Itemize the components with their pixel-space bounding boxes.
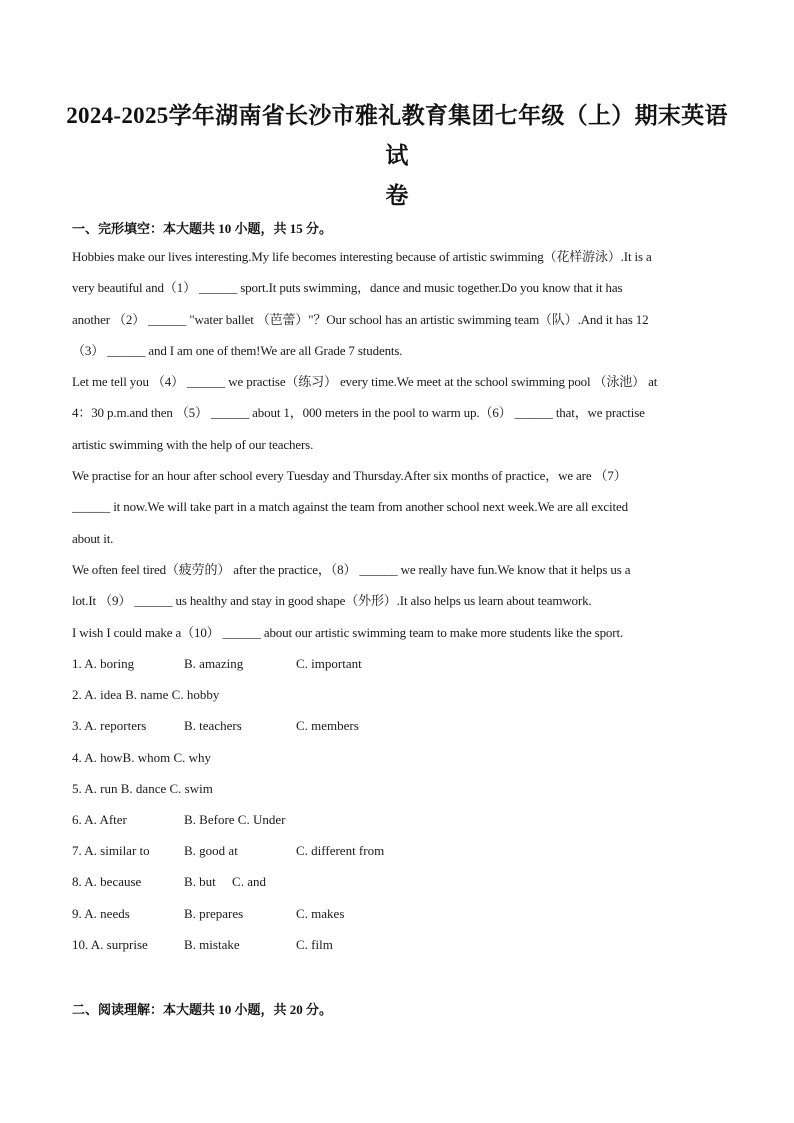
option-b: B. but C. and	[184, 874, 266, 890]
option-a: 2. A. idea B. name C. hobby	[72, 687, 220, 703]
option-b: B. teachers	[184, 718, 242, 734]
option-a: 9. A. needs	[72, 905, 130, 921]
passage-line: We practise for an hour after school every Tuesday and Thursday.After six months of practice，we are （7）	[72, 468, 627, 484]
option-c: C. members	[296, 718, 359, 734]
passage-line: 4：30 p.m.and then （5） ______ about 1，000 meters in the pool to warm up.（6） ______ that，we practise	[72, 405, 645, 421]
option-a: 1. A. boring	[72, 656, 135, 671]
passage-line: Hobbies make our lives interesting.My life becomes interesting because of artistic swimming（花样游泳）.It is a	[72, 249, 652, 264]
option-a: 7. A. similar to	[72, 843, 150, 859]
passage-line: ______ it now.We will take part in a match against the team from another school next week.We are all excited	[72, 499, 628, 515]
passage-line: artistic swimming with the help of our teachers.	[72, 436, 314, 452]
option-a: 6. A. After	[72, 811, 127, 827]
cloze-passage	[72, 241, 726, 648]
section-1-heading: 一、完形填空：本大题共 10 小题，共 15 分。	[72, 221, 333, 236]
option-a: 3. A. reporters	[72, 718, 147, 734]
passage-line: about it.	[72, 530, 114, 546]
title-line-1: 2024-2025学年湖南省长沙市雅礼教育集团七年级（上）期末英语试	[66, 103, 728, 168]
option-a: 4. A. howB. whom C. why	[72, 749, 212, 765]
option-a: 10. A. surprise	[72, 936, 148, 952]
option-b: B. mistake	[184, 936, 240, 952]
option-c: C. film	[296, 936, 333, 952]
section-2-heading: 二、阅读理解：本大题共 10 小题，共 20 分。	[72, 1002, 333, 1017]
option-c: C. different from	[296, 843, 385, 859]
option-b: B. Before C. Under	[184, 811, 286, 827]
option-b: B. prepares	[184, 905, 244, 921]
option-a: 8. A. because	[72, 874, 142, 890]
option-a: 5. A. run B. dance C. swim	[72, 780, 213, 796]
passage-line: another （2） ______ "water ballet （芭蕾）"？Our school has an artistic swimming team（队）.And it has 12	[72, 311, 649, 327]
option-b: B. amazing	[184, 656, 244, 671]
passage-line: I wish I could make a（10） ______ about our artistic swimming team to make more students like the sport.	[72, 624, 624, 640]
title-line-2: 卷	[385, 183, 409, 208]
exam-title	[60, 96, 734, 216]
option-c: C. important	[296, 656, 362, 671]
passage-line: very beautiful and（1） ______ sport.It puts swimming，dance and music together.Do you know that it has	[72, 280, 623, 296]
passage-line: （3） ______ and I am one of them!We are all Grade 7 students.	[72, 342, 403, 358]
passage-line: We often feel tired（疲劳的） after the practice，（8） ______ we really have fun.We know that it helps us a	[72, 561, 631, 577]
passage-line: lot.It （9） ______ us healthy and stay in good shape（外形）.It also helps us learn about teamwork.	[72, 593, 592, 609]
option-c: C. makes	[296, 905, 345, 921]
option-b: B. good at	[184, 843, 238, 859]
passage-line: Let me tell you （4） ______ we practise（练习） every time.We meet at the school swimming pool （泳池） at	[72, 374, 658, 390]
